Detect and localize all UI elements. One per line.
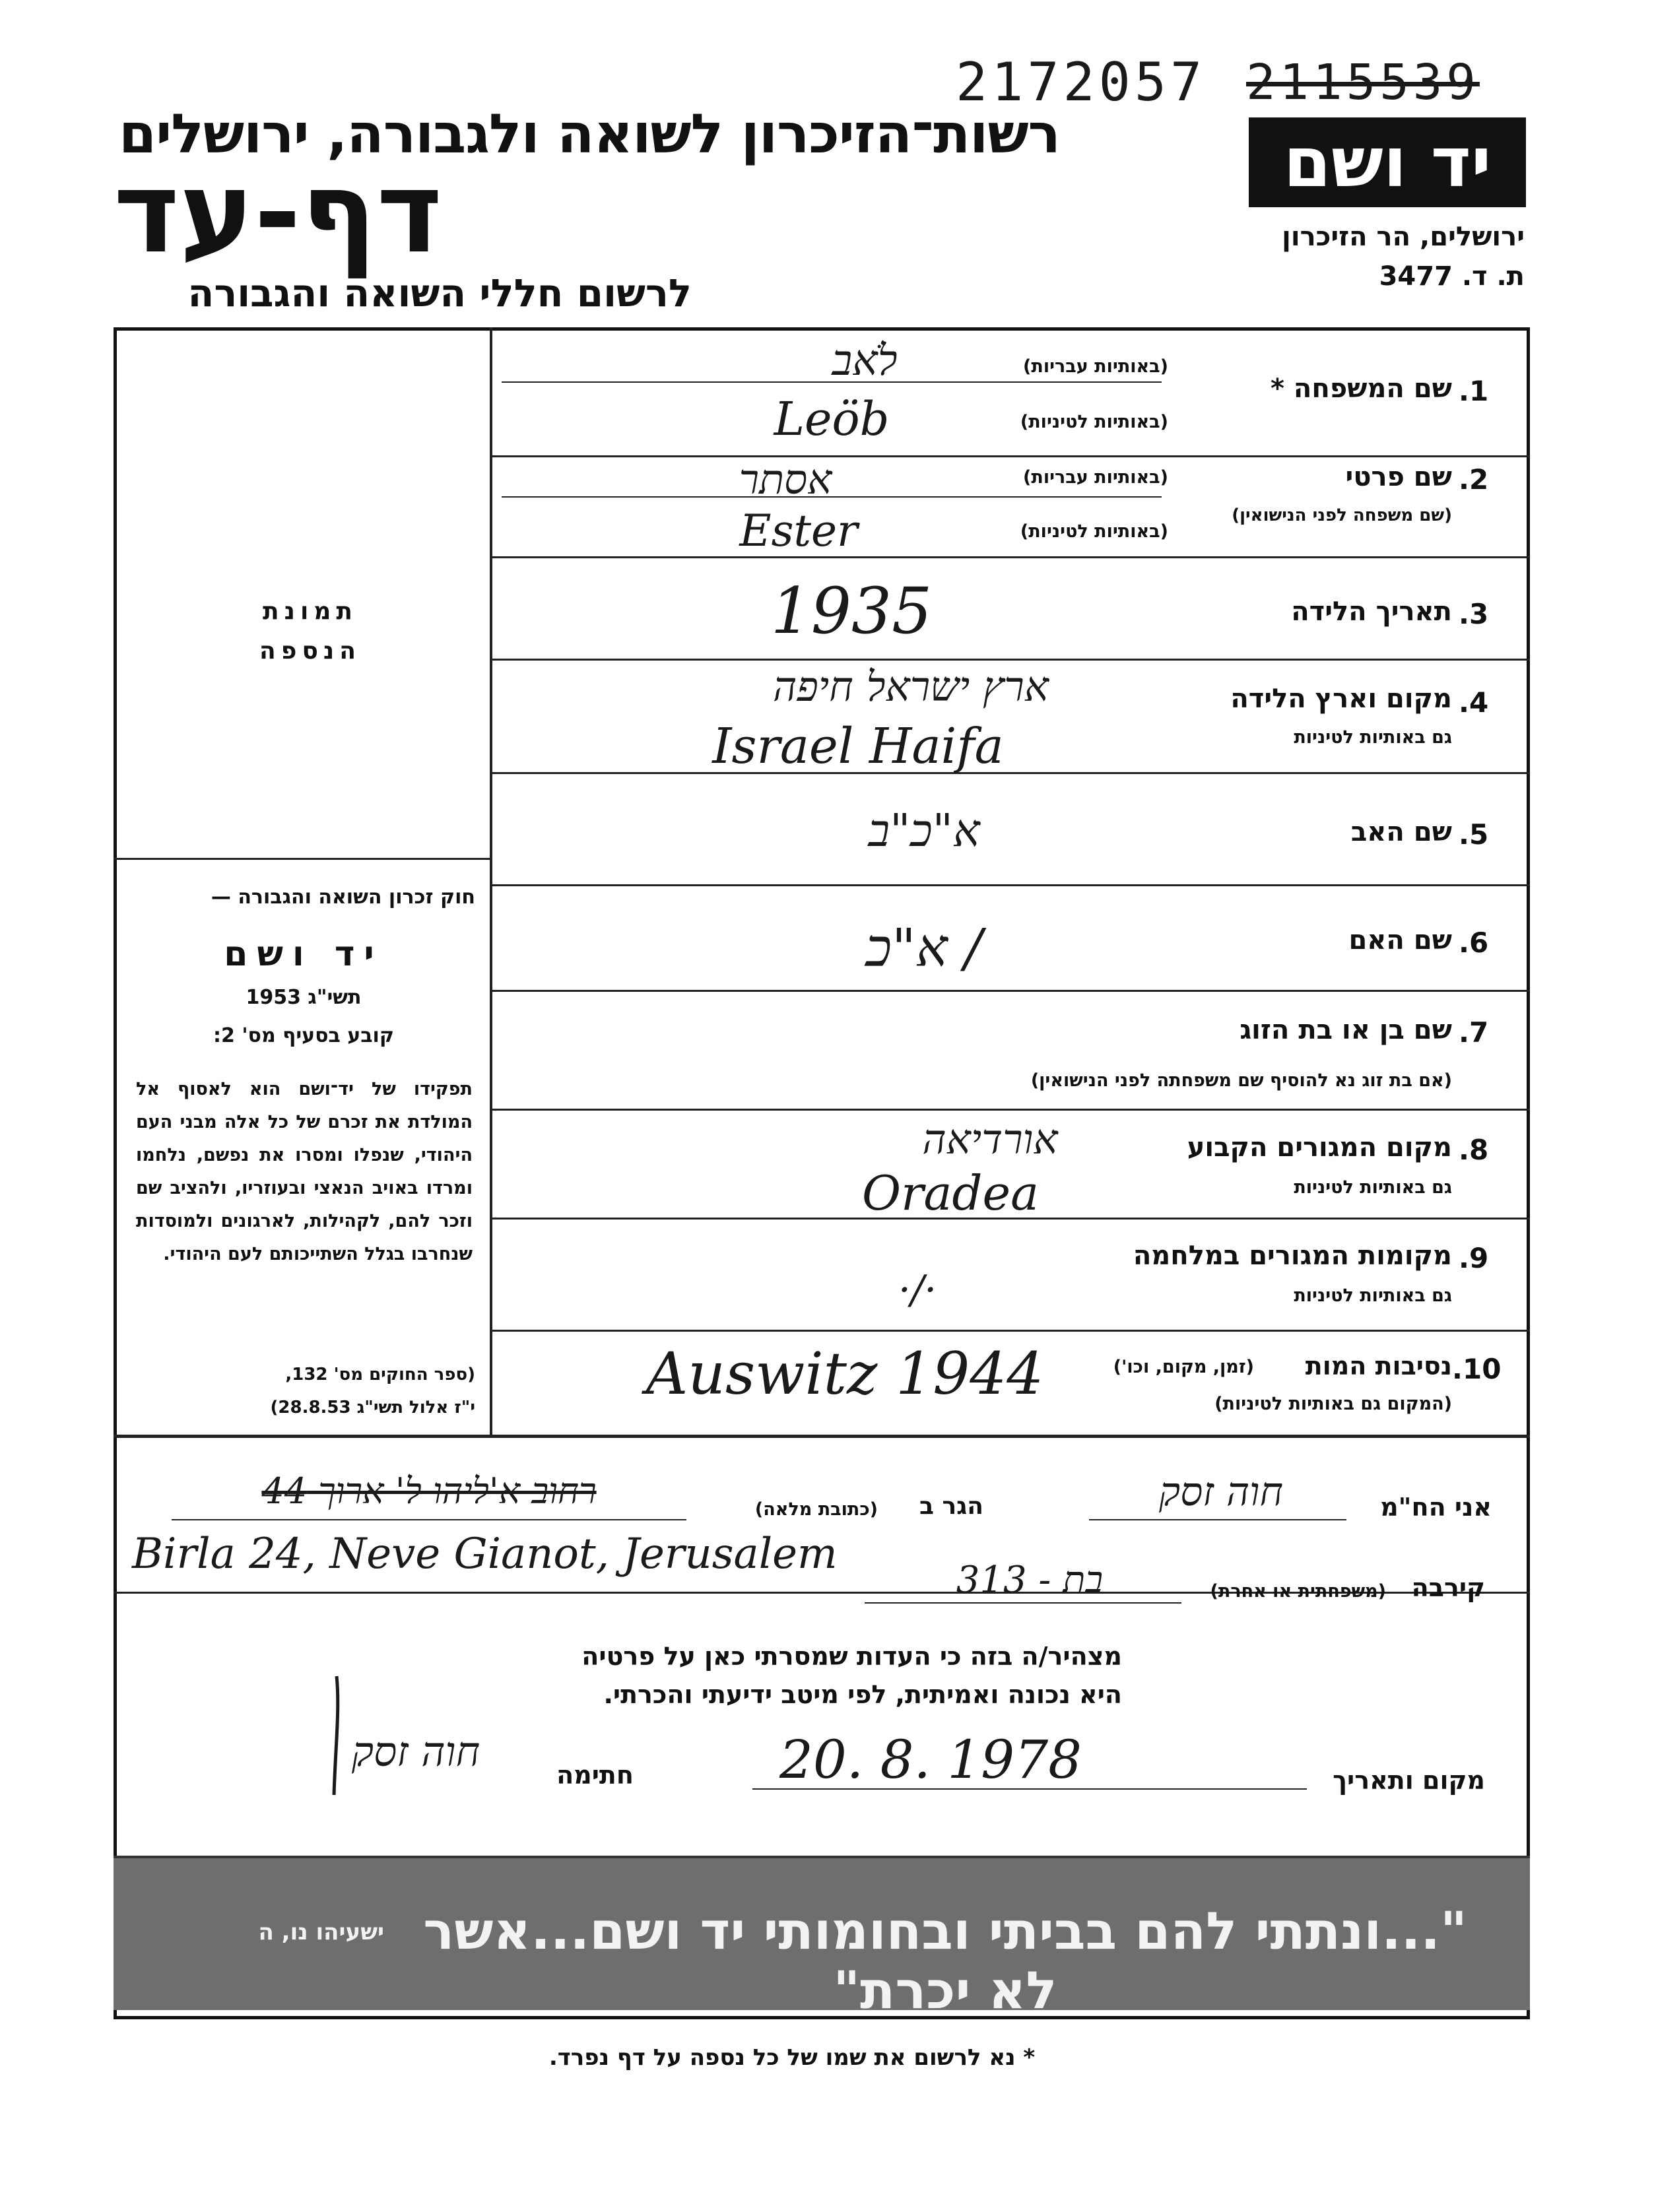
declarant-name-value[interactable]: חוה זסק (1158, 1469, 1284, 1515)
row-separator (491, 659, 1530, 661)
field-5-value[interactable]: א"כ"ב (868, 805, 980, 857)
law-reference-1: (ספר החוקים מס' 132, (285, 1365, 475, 1384)
field-10-label: נסיבות המות (1305, 1351, 1452, 1381)
photo-box-label-1: תמונת (263, 598, 358, 625)
logo-text: יד ושם (1283, 122, 1492, 203)
declaration-line-2: היא נכונה ואמיתית, לפי מיטב ידיעתי והכרתי. (603, 1680, 1122, 1709)
field-8-label: מקום המגורים הקבוע (1187, 1132, 1452, 1163)
law-reference-2: י"ז אלול תשי"ג 28.8.53) (270, 1398, 475, 1417)
signature-value[interactable]: חוה זסק (351, 1728, 480, 1776)
address-line-2: ת. ד. 3477 (1379, 261, 1525, 292)
field-10-label-extra: (זמן, מקום, וכו') (1113, 1357, 1254, 1377)
fill-line (1089, 1519, 1346, 1520)
signature-stroke (310, 1670, 363, 1802)
field-10-value[interactable]: Auswitz 1944 (645, 1340, 1044, 1408)
declarant-i-label: אני הח"מ (1380, 1493, 1492, 1522)
field-2-value-latin[interactable]: Ester (739, 505, 858, 556)
field-1-number: 1. (1459, 375, 1489, 407)
field-10-number: 10. (1452, 1353, 1502, 1385)
form-subtitle: לרשום חללי השואה והגבורה (187, 271, 692, 315)
field-3-number: 3. (1459, 598, 1489, 630)
field-4-number: 4. (1459, 686, 1489, 719)
law-year: תשי"ג 1953 (246, 986, 362, 1009)
signature-label: חתימה (556, 1761, 634, 1790)
field-4-value-hebrew[interactable]: ארץ ישראל חיפה (773, 663, 1049, 711)
declarant-relation-label: קירבה (1411, 1573, 1485, 1602)
field-9-number: 9. (1459, 1242, 1489, 1274)
field-1-value-latin[interactable]: Leöb (774, 392, 890, 446)
field-3-value[interactable]: 1935 (770, 574, 933, 648)
fields-bottom-divider (114, 1435, 1530, 1438)
field-2-number: 2. (1459, 463, 1489, 496)
row-separator (491, 990, 1530, 992)
place-date-value[interactable]: 20. 8. 1978 (779, 1729, 1082, 1790)
form-title: דף-עד (114, 148, 443, 278)
field-1-hint-hebrew: (באותיות עבריות) (1023, 356, 1168, 377)
field-2-label: שם פרטי (1345, 462, 1452, 492)
field-7-label: שם בן או בת הזוג (1240, 1015, 1452, 1045)
yad-vashem-logo (1249, 117, 1526, 207)
photo-box-label-2: הנספה (259, 637, 361, 665)
quote-banner (114, 1856, 1530, 2021)
declarant-address-value[interactable]: Birla 24, Neve Gianot, Jerusalem (132, 1530, 838, 1578)
row-separator (491, 1330, 1530, 1332)
banner-quote: "...ונתתי להם בביתי ובחומותי יד ושם...אשר לא יכרת" (423, 1902, 1467, 2021)
declaration-line-1: מצהיר/ה בזה כי העדות שמסרתי כאן על פרטיה (581, 1642, 1122, 1671)
field-8-value-hebrew[interactable]: אורדיאה (922, 1115, 1058, 1163)
declarant-resident-label: הגר ב (919, 1493, 983, 1520)
field-9-sublabel: גם באותיות לטיניות (1294, 1285, 1452, 1306)
field-7-number: 7. (1459, 1016, 1489, 1049)
field-2-sublabel: (שם משפחה לפני הנישואין) (1232, 505, 1452, 525)
declarant-address-crossed[interactable]: רחוב א'ליהו ל' ארוך 44 (261, 1470, 597, 1512)
law-name: יד ושם (224, 934, 383, 974)
field-6-value[interactable]: / א"כ (865, 917, 983, 979)
field-8-number: 8. (1459, 1134, 1489, 1166)
photo-box-divider (114, 858, 491, 860)
fill-line (172, 1519, 686, 1520)
record-number: 2172057 (956, 51, 1207, 113)
row-separator (491, 556, 1530, 558)
field-5-label: שם האב (1350, 817, 1452, 847)
field-7-sublabel: (אם בת זוג נא להוסיף שם משפחתה לפני הנישואין) (1030, 1070, 1452, 1091)
field-4-value-latin[interactable]: Israel Haifa (712, 718, 1004, 775)
field-4-label: מקום וארץ הלידה (1230, 684, 1452, 714)
old-record-number: 2115539 (1246, 54, 1480, 111)
column-divider (490, 327, 492, 1436)
field-8-sublabel: גם באותיות לטיניות (1294, 1177, 1452, 1198)
field-4-sublabel: גם באותיות לטיניות (1294, 727, 1452, 748)
declarant-relation-hint: (משפחתית או אחרת) (1210, 1581, 1386, 1602)
field-3-label: תאריך הלידה (1291, 597, 1452, 627)
field-1-value-hebrew[interactable]: לֹאב (832, 337, 898, 385)
field-2-hint-latin: (באותיות לטיניות) (1020, 521, 1168, 542)
fill-line (865, 1602, 1181, 1604)
field-2-hint-hebrew: (באותיות עבריות) (1023, 467, 1168, 488)
law-text: תפקידו של יד־ושם הוא לאסוף אל המולדת את זכרם של כל אלה מבני העם היהודי, שנפלו ומסרו את נפשם, נלחמו ומרדו באויב הנאצי ובעוזריו, ולהציב שם וזכר להם, לקהילות, לארגונים ולמוסדות שנחרבו בגלל השתייכותם לעם היהודי. (136, 1079, 473, 1264)
field-8-value-latin[interactable]: Oradea (862, 1165, 1039, 1221)
row-separator (491, 455, 1530, 457)
field-6-label: שם האם (1348, 925, 1452, 956)
declarant-address-hint: (כתובת מלאה) (754, 1499, 878, 1520)
row-separator (491, 884, 1530, 886)
field-1-label: שם המשפחה * (1271, 374, 1452, 404)
field-5-number: 5. (1459, 818, 1489, 851)
place-date-label: מקום ותאריך (1333, 1766, 1485, 1795)
institution-title: רשות־הזיכרון לשואה ולגבורה, ירושלים (119, 103, 1060, 166)
field-1-hint-latin: (באותיות לטיניות) (1020, 412, 1168, 432)
field-9-value[interactable]: ·/· (898, 1267, 937, 1313)
banner-source: ישעיהו נו, ה (258, 1919, 384, 1945)
law-title: חוק זכרון השואה והגבורה — (211, 886, 475, 909)
law-clause: קובע בסעיף מס' 2: (213, 1024, 394, 1047)
field-6-number: 6. (1459, 927, 1489, 959)
footnote: * נא לרשום את שמו של כל נספה על דף נפרד. (548, 2044, 1036, 2071)
field-10-sublabel: (המקום גם באותיות לטיניות) (1214, 1394, 1452, 1414)
row-separator (491, 1109, 1530, 1111)
field-2-value-hebrew[interactable]: אסתר (739, 455, 832, 504)
declarant-relation-value[interactable]: בת - 313 (956, 1559, 1104, 1602)
field-9-label: מקומות המגורים במלחמה (1133, 1241, 1452, 1271)
address-line-1: ירושלים, הר הזיכרון (1282, 222, 1525, 252)
